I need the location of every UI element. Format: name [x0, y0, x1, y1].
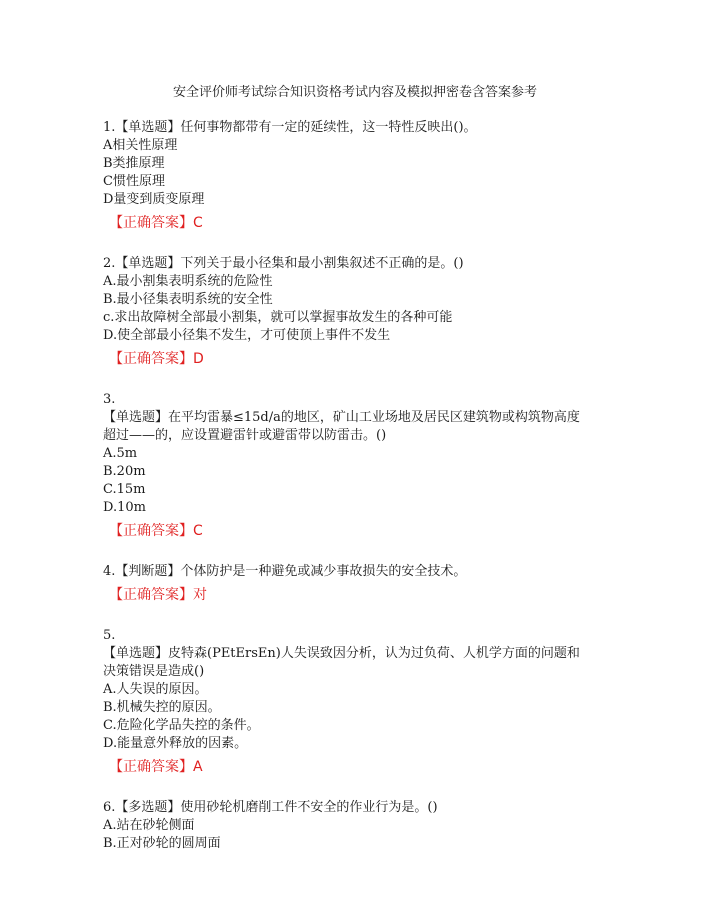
option-d: D量变到质变原理: [103, 192, 205, 207]
question-stem: [103, 255, 623, 273]
question-number: 3.: [103, 392, 116, 407]
option-a: A.最小割集表明系统的危险性: [103, 274, 273, 289]
option-c: C惯性原理: [103, 174, 165, 189]
correct-answer: 【正确答案】D: [109, 351, 204, 367]
page-title: 安全评价师考试综合知识资格考试内容及模拟押密卷含答案参考: [172, 85, 537, 100]
question-stem-line: 【单选题】皮特森(PEtErsEn)人失误致因分析，认为过负荷、人机学方面的问题和: [103, 646, 580, 661]
option-a: A相关性原理: [103, 138, 178, 153]
option-a: A.5m: [103, 446, 138, 461]
question-4: [103, 563, 623, 605]
option-d: D.使全部最小径集不发生，才可使顶上事件不发生: [103, 328, 391, 343]
option-b: B.正对砂轮的圆周面: [103, 836, 221, 851]
question-stem: [103, 563, 623, 581]
correct-answer: 【正确答案】A: [109, 759, 203, 775]
option-c: C.15m: [103, 482, 146, 497]
option-a: A.站在砂轮侧面: [103, 818, 195, 833]
question-stem-line: 【单选题】在平均雷暴≤15d/a的地区，矿山工业场地及居民区建筑物或构筑物高度: [103, 410, 580, 425]
question-stem-line: 6.【多选题】使用砂轮机磨削工件不安全的作业行为是。(): [103, 800, 438, 815]
question-2: [103, 255, 623, 369]
question-stem: [103, 799, 623, 817]
question-stem: [103, 391, 623, 445]
question-stem: [103, 119, 623, 137]
option-c: C.危险化学品失控的条件。: [103, 718, 260, 733]
option-b: B类推原理: [103, 156, 165, 171]
option-b: B.机械失控的原因。: [103, 700, 221, 715]
correct-answer: 【正确答案】C: [109, 215, 203, 231]
question-stem-line: 4.【判断题】个体防护是一种避免或减少事故损失的安全技术。: [103, 564, 467, 579]
question-number: 5.: [103, 628, 116, 643]
correct-answer: 【正确答案】对: [109, 587, 207, 603]
question-stem-line: 2.【单选题】下列关于最小径集和最小割集叙述不正确的是。(): [103, 256, 464, 271]
question-6: [103, 799, 623, 853]
question-list: [103, 119, 623, 875]
option-d: D.能量意外释放的因素。: [103, 736, 248, 751]
option-c: c.求出故障树全部最小割集，就可以掌握事故发生的各种可能: [103, 310, 453, 325]
question-3: [103, 391, 623, 541]
question-stem-line: 1.【单选题】任何事物都带有一定的延续性，这一特性反映出()。: [103, 120, 477, 135]
question-stem-line: 决策错误是造成(): [103, 664, 205, 679]
question-stem: [103, 627, 623, 681]
question-stem-line: 超过——的，应设置避雷针或避雷带以防雷击。(): [103, 428, 387, 443]
question-5: [103, 627, 623, 777]
option-b: B.20m: [103, 464, 146, 479]
option-d: D.10m: [103, 500, 146, 515]
option-a: A.人失误的原因。: [103, 682, 208, 697]
option-b: B.最小径集表明系统的安全性: [103, 292, 273, 307]
correct-answer: 【正确答案】C: [109, 523, 203, 539]
question-1: [103, 119, 623, 233]
